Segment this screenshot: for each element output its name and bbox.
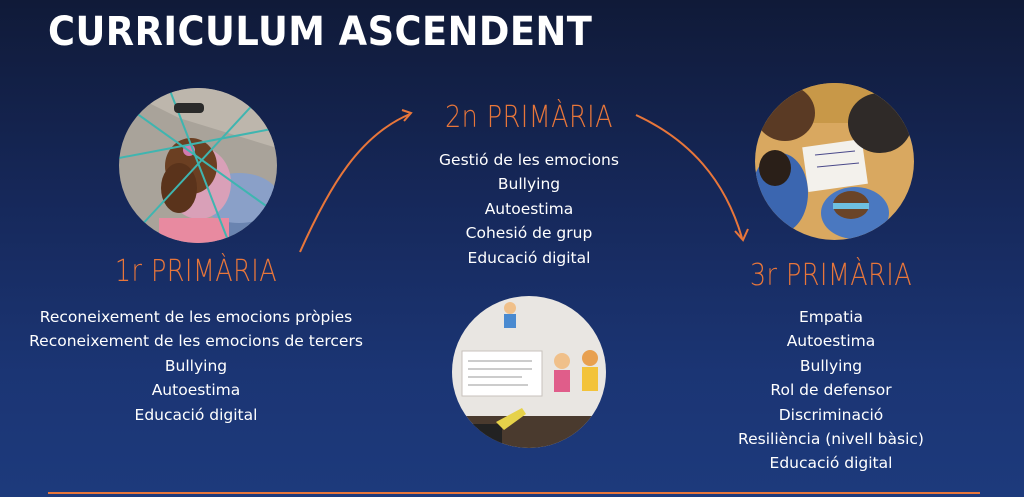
list-item: Resiliència (nivell bàsic): [738, 430, 924, 449]
list-item: Bullying: [164, 356, 228, 375]
arrow-1r-to-2n: [300, 114, 410, 252]
list-item: Autoestima: [484, 199, 574, 218]
page-title: CURRICULUM ASCENDENT: [48, 9, 593, 55]
list-item: Reconeixement de les emocions de tercers: [29, 332, 363, 351]
list-item: Educació digital: [134, 405, 258, 424]
grade-3-label: 3r PRIMÀRIA: [749, 258, 913, 293]
grade-2-label: 2n PRIMÀRIA: [445, 100, 613, 135]
grade-3-topics: [711, 305, 951, 476]
list-item: Rol de defensor: [770, 381, 892, 400]
list-item: Discriminació: [778, 405, 884, 424]
list-item: Reconeixement de les emocions pròpies: [39, 308, 353, 326]
list-item: Cohesió de grup: [465, 224, 593, 243]
arrow-2n-to-3r: [636, 115, 742, 238]
list-item: Autoestima: [151, 381, 241, 400]
bottom-divider: [48, 492, 980, 494]
grade-2-topics: [409, 148, 649, 270]
grade-1-label: 1r PRIMÀRIA: [114, 254, 278, 289]
list-item: Bullying: [497, 175, 561, 194]
list-item: Educació digital: [467, 248, 591, 267]
list-item: Autoestima: [786, 332, 876, 351]
grade-1-topics: [26, 305, 366, 427]
list-item: Bullying: [799, 356, 863, 375]
list-item: Gestió de les emocions: [439, 151, 619, 169]
list-item: Empatia: [798, 308, 864, 326]
list-item: Educació digital: [769, 454, 893, 473]
